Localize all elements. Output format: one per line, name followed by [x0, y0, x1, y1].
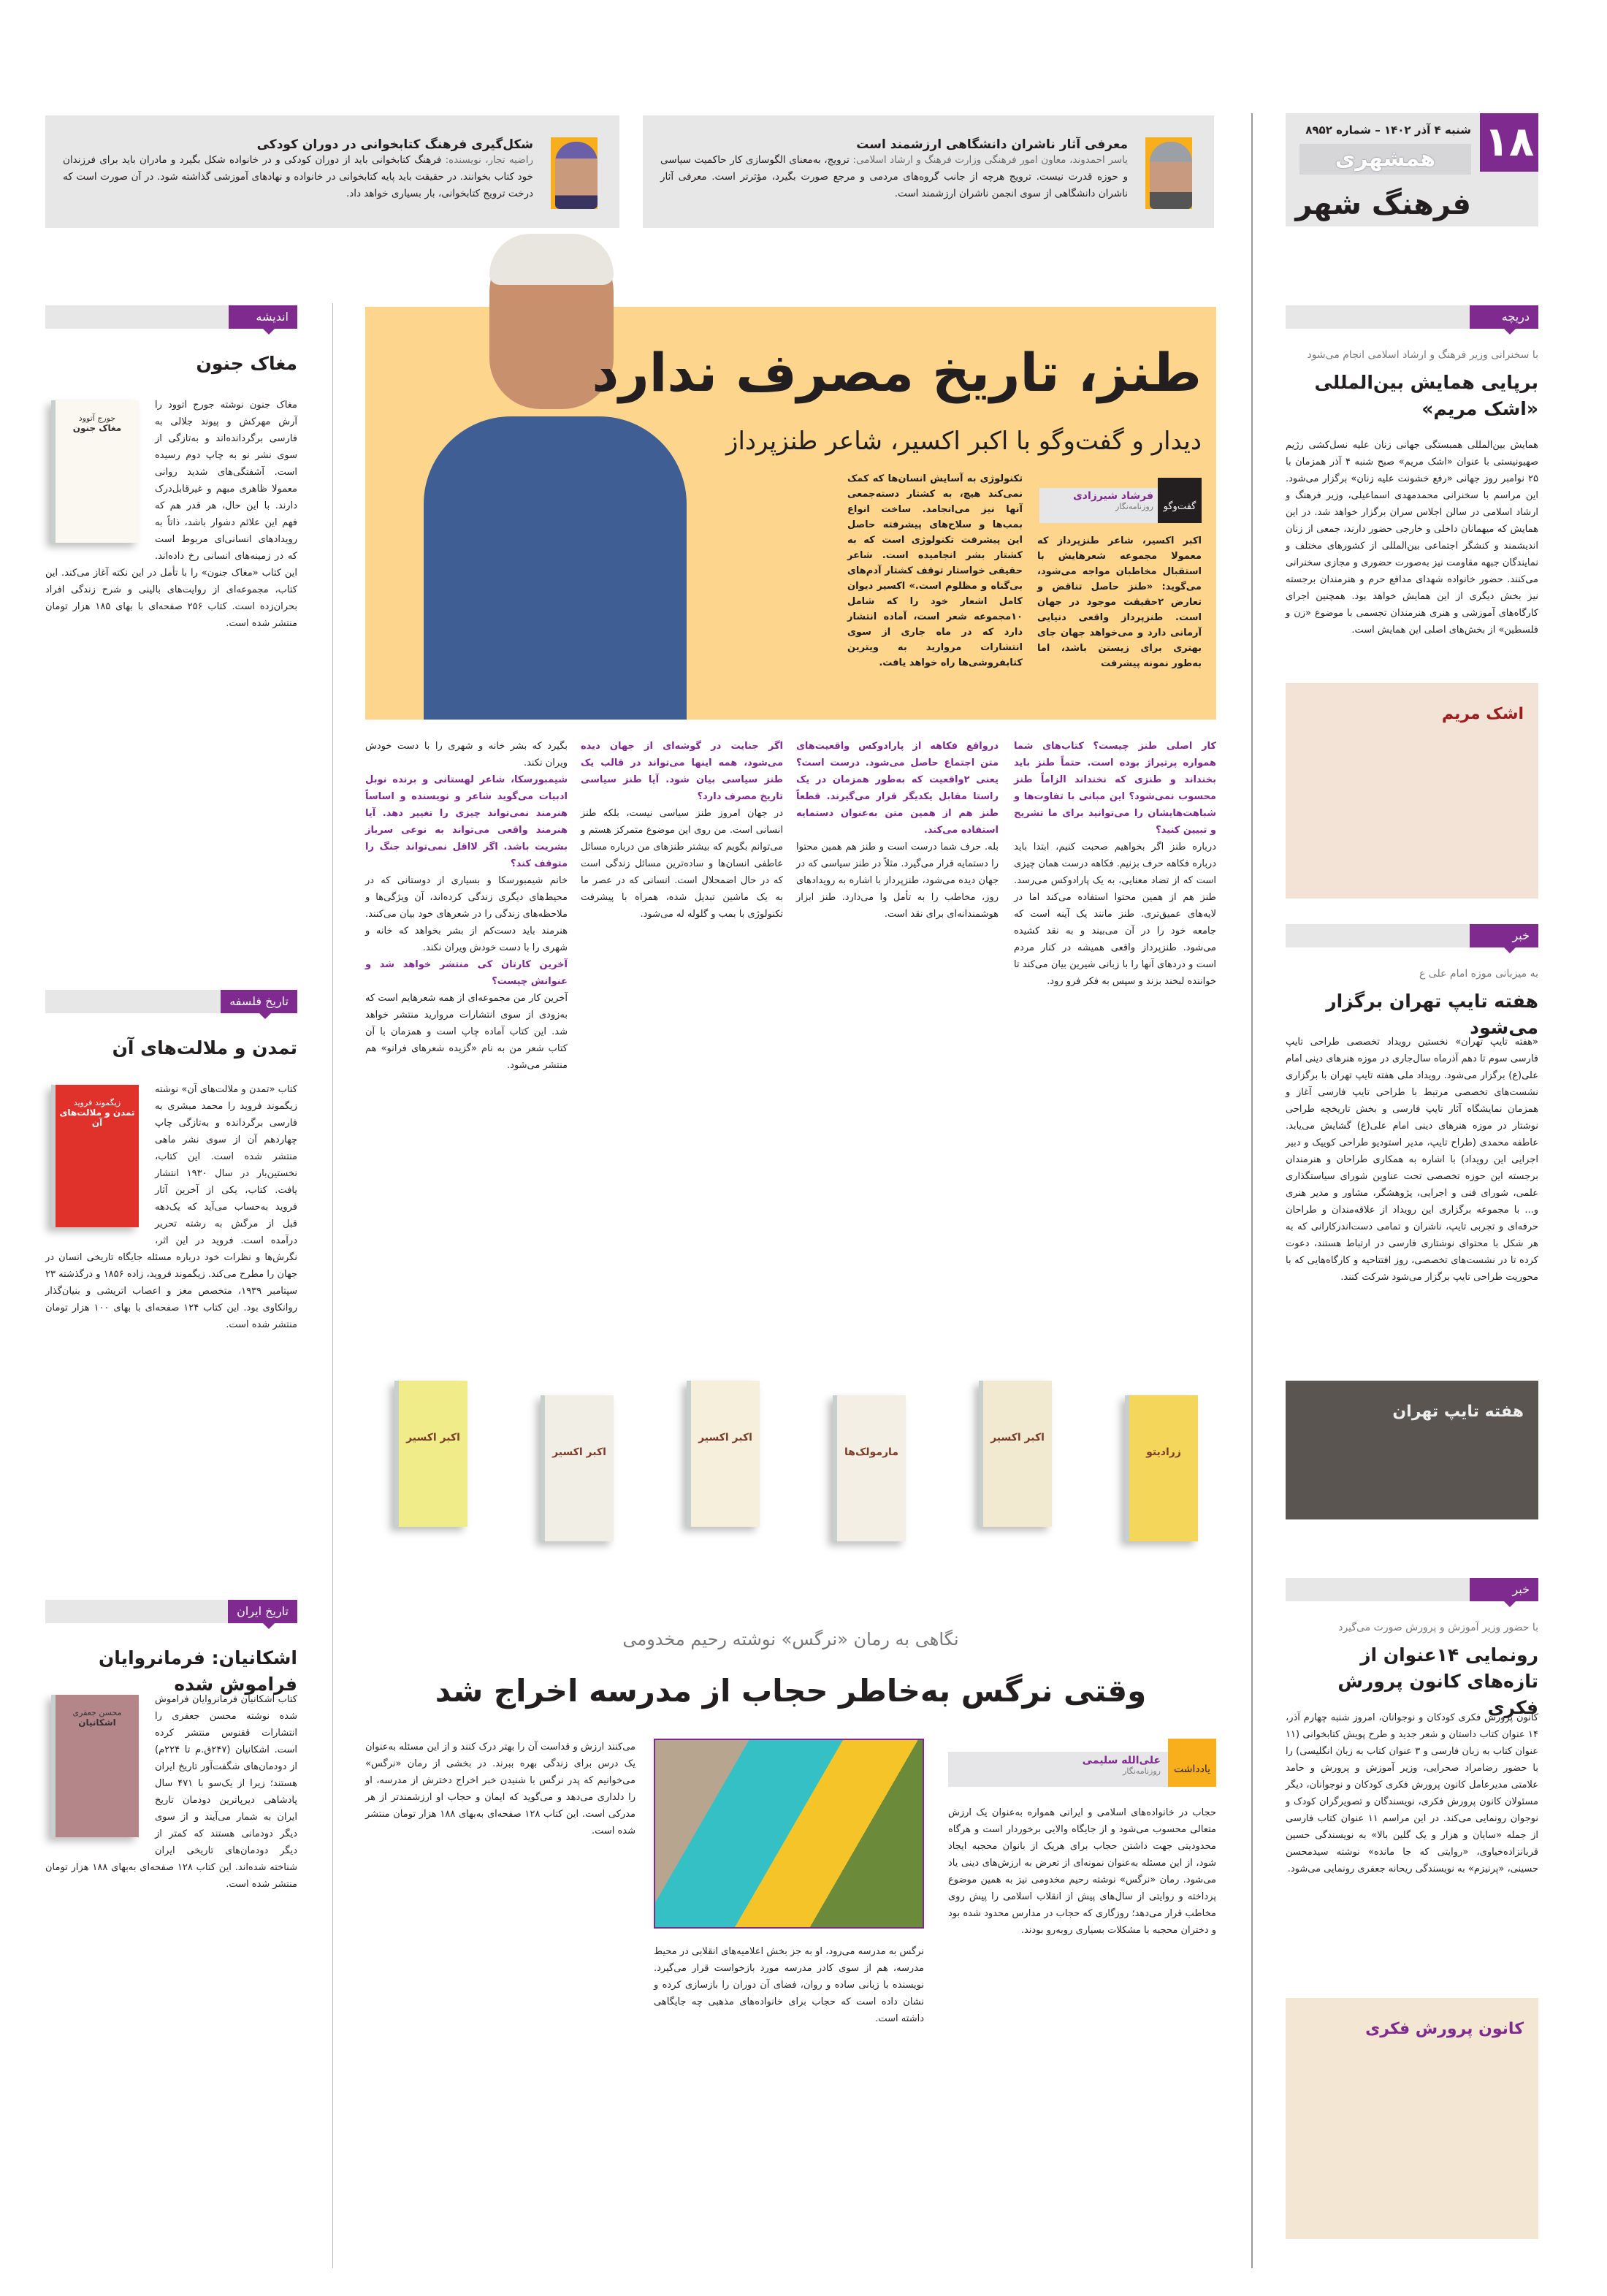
quote-text: فرهنگ کتابخوانی باید از دوران کودکی و در خانواده شکل بگیرد و مادران باید برای فرزندان خود کتاب بخوانند. در حقیقت باید پایه کتابخوانی در خانواده و نهادهای آموزشی گذاشته شود. در آن صورت است که درخت ترویج کتابخوانی، بار بسیاری خواهد داد. [63, 154, 533, 199]
interview-question: آخرین کارتان کی منتشر خواهد شد و عنوانش چیست؟ [365, 959, 568, 987]
author-name: علی‌الله سلیمی [1082, 1755, 1161, 1766]
book-cover [979, 1381, 1052, 1527]
book-title: اکبر اکسیر [698, 1432, 752, 1443]
book-cover [51, 1085, 139, 1227]
book-cover [51, 1695, 139, 1837]
section-header [1286, 305, 1538, 329]
interview-answer: درباره طنز اگر بخواهیم صحبت کنیم، ابتدا باید درباره فکاهه حرف بزنیم. فکاهه درست همان چیزی است که از تضاد معنایی، به یک پارادوکس می‌رسد. طنز هم از همین محتوا استفاده می‌کند اما در لایه‌های عمیق‌تری. طنز مانند یک آینه است که جامعه خود را در آن می‌بیند و به نقد کشیده می‌شود. طنزپرداز واقعی همیشه در کنار مردم است و دردهای آنها را با زبانی شیرین بیان می‌کند تا خواننده لبخند بزند و سپس به فکر فرو رود. [1014, 842, 1216, 987]
article-column [1014, 738, 1216, 990]
news-image [1286, 1998, 1538, 2239]
subheadline: دیدار و گفت‌وگو با اکبر اکسیر، شاعر طنزپرداز [726, 427, 1202, 456]
book-title: تمدن و ملالت‌های آن [59, 1107, 135, 1128]
book-review-title: مغاک جنون [196, 353, 297, 374]
portrait-photo [551, 137, 598, 209]
article-column [796, 738, 999, 923]
section-tag: اندیشه [229, 305, 297, 329]
interview-question: درواقع فکاهه از پارادوکس واقعیت‌های متن اجتماع حاصل می‌شود. درست است؟ یعنی ۲واقعیت که به‌طور همزمان در یک راستا مقابل یکدیگر قرار می‌گیرند. قطعاً طنز هم از همین متن به‌عنوان دستمایه استفاده می‌کند. [796, 741, 999, 836]
book-title: اکبر اکسیر [990, 1432, 1045, 1443]
book-cover [394, 1381, 467, 1527]
news-kicker: با حضور وزیر آموزش و پرورش صورت می‌گیرد [1338, 1622, 1538, 1633]
quote-box [643, 115, 1214, 228]
lead-text: تکنولوژی به آسایش انسان‌ها که کمک نمی‌کند هیچ، به کشتار دسته‌جمعی آنها نیز می‌انجامد. ساخت انواع بمب‌ها و سلاح‌های پیشرفته حاصل این پیشرفت تکنولوژی است که به کشتار بشر انجامیده است. شاعر حقیقی خواستار توقف کشتار آدم‌های بی‌گناه و مظلوم است.» اکسیر دیوان کامل اشعار خود را که شامل ۱۰مجموعه شعر است، آماده انتشار دارد که در ماه جاری از سوی انتشارات مروارید به ویترین کتابفروشی‌ها راه خواهد یافت. [847, 473, 1023, 668]
author-name: فرشاد شیرزادی [1072, 490, 1153, 502]
section-tag: تاریخ ایران [228, 1600, 297, 1623]
section-header [45, 1600, 297, 1623]
news-kicker: با سخنرانی وزیر فرهنگ و ارشاد اسلامی انجام می‌شود [1307, 349, 1538, 361]
interview-answer: خانم شیمبورسکا و بسیاری از دوستانی که در محیط‌های دیگری زندگی کرده‌اند، آن ویژگی‌ها و ملاحظه‌های زندگی را در شعرهای خود بیان می‌کنند. هنرمند باید دست‌کم از بشر بخواهد که خانه و شهری را با دست خودش ویران نکند. [365, 875, 568, 953]
book-title: مغاک جنون [72, 423, 122, 433]
quote-title: معرفی آثار ناشران دانشگاهی ارزشمند است [856, 137, 1128, 152]
section-header [1286, 1578, 1538, 1601]
column-divider [1251, 113, 1253, 2268]
headline: طنز، تاریخ مصرف ندارد [592, 342, 1202, 403]
article-column: می‌کنند ارزش و قداست آن را بهتر درک کنند و از این مسئله به‌عنوان یک درس برای زندگی بهره ببرند. در بخشی از رمان «نرگس» می‌خوانیم که پدر نرگس با شنیدن خبر اخراج دخترش از مدرسه، او را دلداری می‌دهد و می‌گوید که ایمان و حجاب او ارزشمندتر از هر مدرکی است. این کتاب ۱۲۸ صفحه‌ای به‌بهای ۱۸۸ هزار تومان منتشر شده است. [365, 1742, 635, 1837]
book-title: اکبر اکسیر [406, 1432, 460, 1443]
section-header [45, 990, 297, 1013]
book-author: جورج آتوود [78, 413, 116, 423]
article-text: بگیرد که بشر خانه و شهری را با دست خودش ویران نکند. [365, 741, 568, 768]
byline-box [948, 1739, 1216, 1787]
book-cover [833, 1395, 906, 1541]
book-cover [51, 400, 139, 543]
author-role: روزنامه‌نگار [1123, 1766, 1161, 1776]
news-image [1286, 683, 1538, 899]
book-review-body: مغاک جنون نوشته جورج اتوود را آرش مهرکش و پیوند جلالی به فارسی برگردانده‌اند و به‌تازگی از سوی نشر نو به چاپ دوم رسیده است. آشفتگی‌های شدید روانی معمولا ظاهری مبهم و غیرقابل‌درک دارند. با این حال، هر قدر هم که فهم این علائم دشوار باشد، ذاتاً به رویدادهای انسانی‌ای مربوط است که در زمینه‌های انسانی رخ داده‌اند. این کتاب «مغاک جنون» را با تأمل در این نکته آغاز می‌کند. این کتاب، مجموعه‌ای از روایت‌های بالینی و شرح زندگی افراد بحران‌زده است. کتاب ۲۵۶ صفحه‌ای با بهای ۱۸۵ هزار تومان منتشر شده است. [45, 400, 297, 629]
review-headline: وقتی نرگس به‌خاطر حجاب از مدرسه اخراج شد [435, 1673, 1147, 1709]
article-column [581, 738, 783, 923]
masthead [1286, 113, 1538, 226]
quote-title: شکل‌گیری فرهنگ کتابخوانی در دوران کودکی [256, 137, 533, 152]
book-review-body: کتاب «تمدن و ملالت‌های آن» نوشته زیگموند فروید را محمد مبشری به فارسی برگردانده و به‌تازگی چاپ چهاردهم آن از سوی نشر ماهی منتشر شده است. این کتاب، نخستین‌بار در سال ۱۹۳۰ انتشار یافت. کتاب، یکی از آخرین آثار فروید به‌حساب می‌آید که یک‌دهه قبل از مرگش به رشته تحریر درآمده است. فروید در این اثر، نگرش‌ها و نظرات خود درباره مسئله جایگاه تاریخی انسان در جهان را مطرح می‌کند. زیگموند فروید، زاده ۱۸۵۶ و درگذشته ۲۳ سپتامبر ۱۹۳۹، متخصص مغز و اعصاب اتریشی و بنیان‌گذار روانکاوی بود. این کتاب ۱۲۴ صفحه‌ای با بهای ۱۰۰ هزار تومان منتشر شده است. [45, 1084, 298, 1330]
book-author: زیگموند فروید [73, 1098, 121, 1107]
book-title: اشکانیان [78, 1717, 116, 1728]
article-column: حجاب در خانواده‌های اسلامی و ایرانی همواره به‌عنوان یک ارزش متعالی محسوب می‌شود و از جایگاه والایی برخوردار است و هرگاه محدودیتی جهت داشتن حجاب برای هریک از بانوان محجبه ایجاد شود، از این مسئله به‌عنوان نمونه‌ای از تعرض به ارزش‌های دینی یاد می‌شود. رمان «نرگس» نوشته رحیم مخدومی نیز به همین موضوع پرداخته و روایتی از سال‌های پیش از انقلاب اسلامی را پیش روی مخاطب قرار می‌دهد؛ روزگاری که حجاب در مدارس محدود شده بود و دختران محجبه با مشکلات بسیاری روبه‌رو بودند. [948, 1807, 1216, 1936]
article-column: نرگس به مدرسه می‌رود، او به جز بخش اعلامیه‌های انقلابی در محیط مدرسه، هم از سوی کادر مدرسه مورد بازخواست قرار می‌گیرد. نویسنده با زبانی ساده و روان، فضای آن دوران را بازسازی کرده و نشان داده است که حجاب برای خانواده‌های مذهبی چه جایگاهی داشته است. [654, 1946, 924, 2024]
book-cover-nargis-photo [654, 1739, 924, 1929]
book-review-title: اشکانیان: فرمانروایان فراموش شده [98, 1647, 297, 1695]
column-divider [332, 303, 333, 2268]
book-review-title: تمدن و ملالت‌های آن [112, 1037, 297, 1059]
news-kicker: به میزبانی موزه امام علی ع [1419, 968, 1538, 980]
issue-date: شنبه ۴ آذر ۱۴۰۲ – شماره ۸۹۵۲ [1305, 123, 1471, 137]
review-kicker: نگاهی به رمان «نرگس» نوشته رحیم مخدومی [622, 1629, 959, 1649]
article-column [365, 738, 568, 1074]
byline-box [1039, 478, 1202, 523]
poster-title: کانون پرورش فکری [1365, 2020, 1524, 2038]
interview-question: شیمبورسکا، شاعر لهستانی و برنده نوبل ادبیات می‌گوید شاعر و نویسنده و اساساً هنرمند نمی‌تواند چیزی را تغییر دهد. آیا هنرمند واقعی می‌تواند به نوعی سرباز بشریت باشد. اگر لااقل نمی‌تواند جنگ را متوقف کند؟ [365, 774, 568, 869]
author-role: روزنامه‌نگار [1115, 502, 1153, 511]
news-body: همایش بین‌المللی همبستگی جهانی زنان علیه نسل‌کشی رژیم صهیونیستی با عنوان «اشک مریم» صبح شنبه ۴ آذر همزمان با ۲۵ نوامبر روز جهانی «رفع خشونت علیه زنان» برگزار می‌شود. این مراسم با سخنرانی محمدمهدی اسماعیلی، وزیر فرهنگ و ارشاد اسلامی در سالن اجلاس سران برگزار خواهد شد. در این همایش که میهمانان داخلی و خارجی حضور دارند، جمعی از زنان اندیشمند و کنشگر اجتماعی بین‌المللی از کشورهای مختلف و نمایندگان جبهه مقاومت نیز به‌صورت حضوری و مجازی سخنرانی می‌کنند. حضور خانواده شهدای مدافع حرم و هنرمندان برجسته نیز بخش دیگری از این همایش خواهد بود. همچنین اجرای کارگاه‌های آموزشی و هنری هنرمندان تجسمی با موضوع «زن و فلسطین» از بخش‌های اصلی این همایش است. [1286, 440, 1539, 636]
news-title: هفته تایپ تهران برگزار می‌شود [1326, 991, 1538, 1038]
section-tag: خبر [1470, 1578, 1538, 1601]
news-title: رونمایی ۱۴عنوان از تازه‌های کانون پرورش فکری [1337, 1644, 1538, 1718]
news-body: «هفته تایپ تهران» نخستین رویداد تخصصی طراحی تایپ فارسی سوم تا دهم آذرماه سال‌جاری در موزه هنرهای دینی امام علی(ع) برگزار می‌شود. رویداد ملی هفته تایپ تهران با برگزاری نشست‌های تخصصی مرتبط با طراحی تایپ فارسی آغاز و همزمان نمایشگاه آثار تایپ فارسی و بخش تاریخچه طراحی نوشتار در موزه هنرهای دینی امام علی(ع) گشایش می‌یابد. عاطفه محمدی (طراح تایپ، مدیر استودیو طراحی کوییک و دبیر اجرایی این رویداد) با اشاره به همکاری طراحان و هنرمندان برجسته این حوزه تخصصی تحت عناوین شورای سیاستگذاری علمی، شورای فنی و اجرایی، پژوهشگر، مشاور و مدیر هنری و... با مجموعه برگزاری این رویداد از علاقه‌مندان و طراحان حرفه‌ای و تجربی تایپ، ناشران و تمامی دست‌اندرکارانی که به هر شکل با محتوای نوشتاری فارسی در ارتباط هستند، دعوت کرده تا در نشست‌های تخصصی، روز افتتاحیه و کارگاه‌هایی که با محوریت طراحی تایپ برگزار می‌شود شرکت کنند. [1286, 1037, 1538, 1283]
book-title: زرادیتو [1146, 1446, 1181, 1458]
book-title: مارمولک‌ها [844, 1446, 898, 1458]
book-author: محسن جعفری [72, 1708, 122, 1717]
interview-question: اگر جنایت در گوشه‌ای از جهان دیده می‌شود، همه اینها می‌تواند در قالب یک طنز سیاسی بیان شود. آیا طنز سیاسی تاریخ مصرف دارد؟ [581, 741, 783, 802]
section-logo: فرهنگ شهر [1295, 188, 1471, 221]
section-tag: دریچه [1470, 305, 1538, 329]
section-header [45, 305, 297, 329]
news-image [1286, 1381, 1538, 1519]
interview-answer: آخرین کار من مجموعه‌ای از همه شعرهایم است که به‌زودی از سوی انتشارات مروارید منتشر خواهد شد. این کتاب آماده چاپ است و همزمان با آن کتاب شعر من به نام «گزیده شعرهای فرانو» هم منتشر می‌شود. [365, 993, 568, 1071]
portrait-photo [1145, 137, 1192, 209]
section-header [1286, 924, 1538, 947]
interview-answer: بله. حرف شما درست است و طنز هم همین محتوا را دستمایه قرار می‌گیرد. مثلاً در طنز سیاسی که در جهان دیده می‌شود، طنزپرداز با اشاره به رویدادهای روز، مخاطب را به تأمل وا می‌دارد. طنز ابزار هوشمندانه‌ای برای نقد است. [796, 842, 999, 920]
section-tag: تاریخ فلسفه [221, 990, 297, 1013]
book-cover [541, 1395, 614, 1541]
poster-title: اشک مریم [1441, 705, 1524, 723]
book-title: اکبر اکسیر [552, 1446, 606, 1458]
quote-speaker: یاسر احمدوند، معاون امور فرهنگی وزارت فرهنگ و ارشاد اسلامی: [852, 154, 1129, 166]
quote-text: ترویج، به‌معنای الگوسازی کار حاکمیت سیاسی و حوزه قدرت نیست. ترویج هرچه از جانب گروه‌های مردمی و مرجع صورت بگیرد، مؤثرتر است. معرفی آثار ناشران دانشگاهی از سوی انجمن ناشران ارزشمند است. [660, 154, 1128, 199]
books-row [365, 1373, 1216, 1563]
section-tag: یادداشت [1168, 1739, 1216, 1787]
book-review-body: کتاب اشکانیان فرمانروایان فراموش شده نوشته محسن جعفری را انتشارات ققنوس منتشر کرده است. اشکانیان (۲۴۷ق.م تا ۲۲۴م) از دودمان‌های شگفت‌آور تاریخ ایران هستند؛ زیرا از یک‌سو با ۴۷۱ سال پادشاهی دیرپاترین دودمان تاریخ ایران به شمار می‌آیند و از سوی دیگر دودمانی هستند که کمتر از دیگر دودمان‌های تاریخی ایران شناخته شده‌اند. این کتاب ۱۲۸ صفحه‌ای به‌بهای ۱۸۸ هزار تومان منتشر شده است. [45, 1694, 297, 1890]
section-tag: گفت‌وگو [1158, 478, 1202, 523]
poster-title: هفته تایپ تهران [1392, 1403, 1524, 1421]
section-tag: خبر [1470, 924, 1538, 947]
interview-hero [365, 307, 1216, 720]
newspaper-logo: همشهری [1299, 144, 1471, 175]
page-number: ۱۸ [1480, 113, 1538, 172]
quote-box [45, 115, 619, 228]
book-cover [1125, 1395, 1198, 1541]
quote-speaker: راضیه تجار، نویسنده: [445, 154, 533, 166]
interview-answer: در جهان امروز طنز سیاسی نیست، بلکه طنز انسانی است. من روی این موضوع متمرکز هستم و می‌توانم بگویم که بیشتر طنزهای من درباره مسائل عاطفی انسان‌ها و ساده‌ترین مسائل زندگی است که در حال اضمحلال است. انسانی که در عصر ما به یک ماشین تبدیل شده، همراه با پیشرفت تکنولوژی با بمب و گلوله له می‌شود. [581, 808, 783, 920]
news-title: برپایی همایش بین‌المللی «اشک مریم» [1314, 372, 1538, 419]
portrait-photo-akbar-eksir [409, 234, 701, 720]
book-cover [687, 1381, 760, 1527]
news-body: کانون پرورش فکری کودکان و نوجوانان، امروز شنبه چهارم آذر، ۱۴ عنوان کتاب داستان و شعر جدید و طرح پویش کتابخوانی (۱۱ عنوان کتاب به زبان فارسی و ۳ عنوان کتاب به زبان انگلیسی) را با حضور رضامراد صحرایی، وزیر آموزش و پرورش و حامد علامتی مدیرعامل کانون پرورش فکری کودکان و نوجوانان، دیگر مسئولان کانون پرورش فکری، نویسندگان و تصویرگران کودک و نوجوان رونمایی می‌کند. در این مراسم ۱۱ عنوان کتاب فارسی از جمله «سایان و هزار و یک گلین بالا» به نویسندگی حسین قربانزاده‌خیاوی، «روایتی که جا مانده» نوشته سیدمحسن حسینی، «پرنیزم» به نویسندگی ریحانه جعفری رونمایی می‌شود. [1286, 1712, 1538, 1874]
interview-question: کار اصلی طنز چیست؟ کتاب‌های شما همواره پرتیراژ بوده است. حتماً طنز باید بخنداند و طنزی که نخنداند الزاماً طنز محسوب نمی‌شود؟ این مبانی با تفاوت‌ها و شباهت‌هایشان را می‌توانید برای ما تشریح و تبیین کنید؟ [1014, 741, 1216, 836]
lead-text: اکبر اکسیر، شاعر طنزپرداز که معمولا مجموعه شعرهایش با استقبال مخاطبان مواجه می‌شود، می‌گوید: «طنز حاصل تناقض و تعارض ۲حقیقت موجود در جهان است. طنزپرداز واقعی دنیایی آرمانی دارد و می‌خواهد جهان جای بهتری برای زیستن باشد، اما به‌طور نمونه پیشرفت [1037, 535, 1202, 669]
